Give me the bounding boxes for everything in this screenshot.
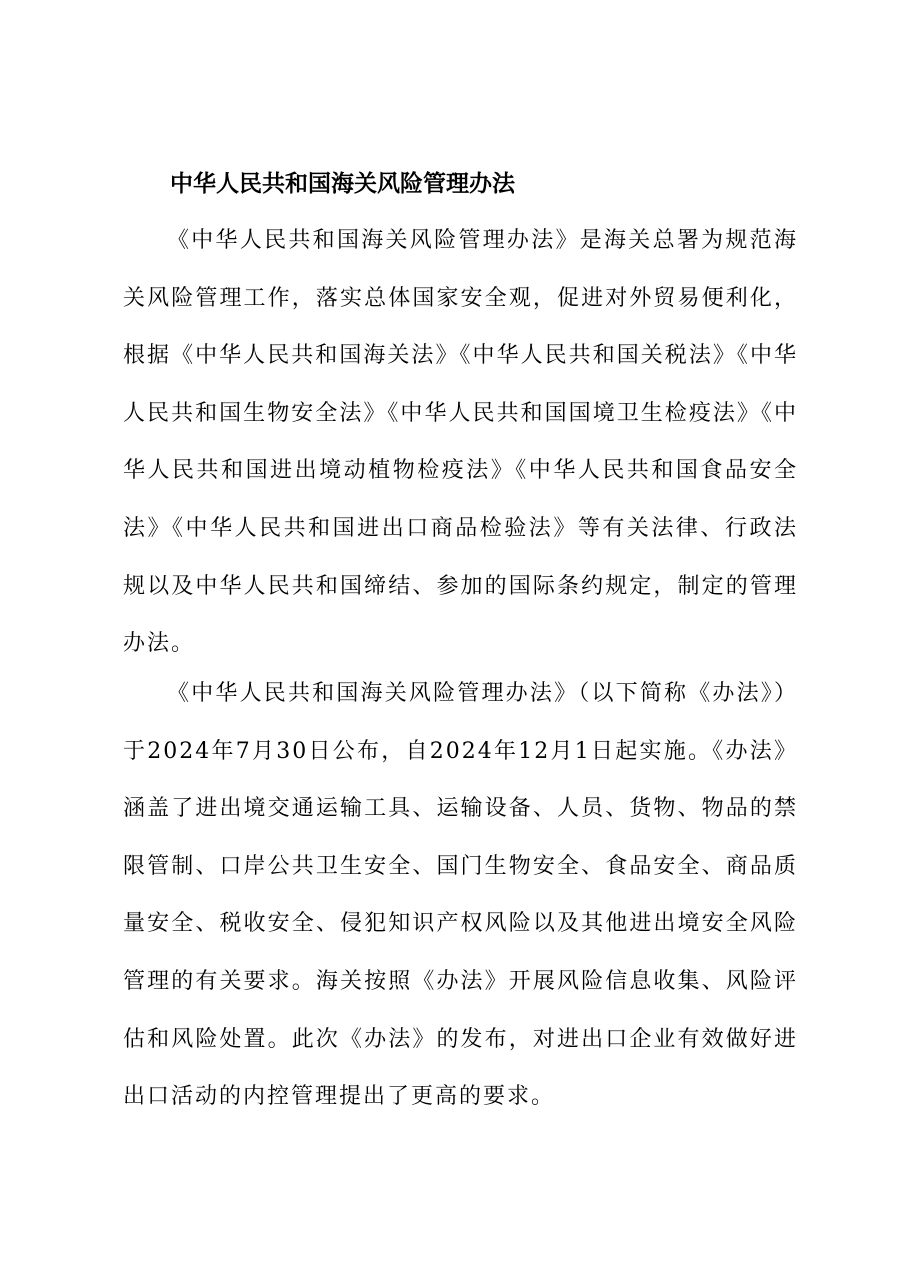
paragraph-scope: 《中华人民共和国海关风险管理办法》（以下简称《办法》）于2024年7月30日公布，自2024年12月1日起实施。《办法》涵盖了进出境交通运输工具、运输设备、人员、货物、物品的禁限管制、口岸公共卫生安全、国门生物安全、食品安全、商品质量安全、税收安全、侵犯知识产权风险以及其他进出境安全风险管理的有关要求。海关按照《办法》开展风险信息收集、风险评估和风险处置。此次《办法》的发布，对进出口企业有效做好进出口活动的内控管理提出了更高的要求。 xyxy=(123,681,798,1110)
document-title: 中华人民共和国海关风险管理办法 xyxy=(170,170,515,197)
paragraph-introduction: 《中华人民共和国海关风险管理办法》是海关总署为规范海关风险管理工作，落实总体国家安全观，促进对外贸易便利化，根据《中华人民共和国海关法》《中华人民共和国关税法》《中华人民共和国生物安全法》《中华人民共和国国境卫生检疫法》《中华人民共和国进出境动植物检疫法》《中华人民共和国食品安全法》《中华人民共和国进出口商品检验法》等有关法律、行政法规以及中华人民共和国缔结、参加的国际条约规定，制定的管理办法。 xyxy=(123,228,798,657)
